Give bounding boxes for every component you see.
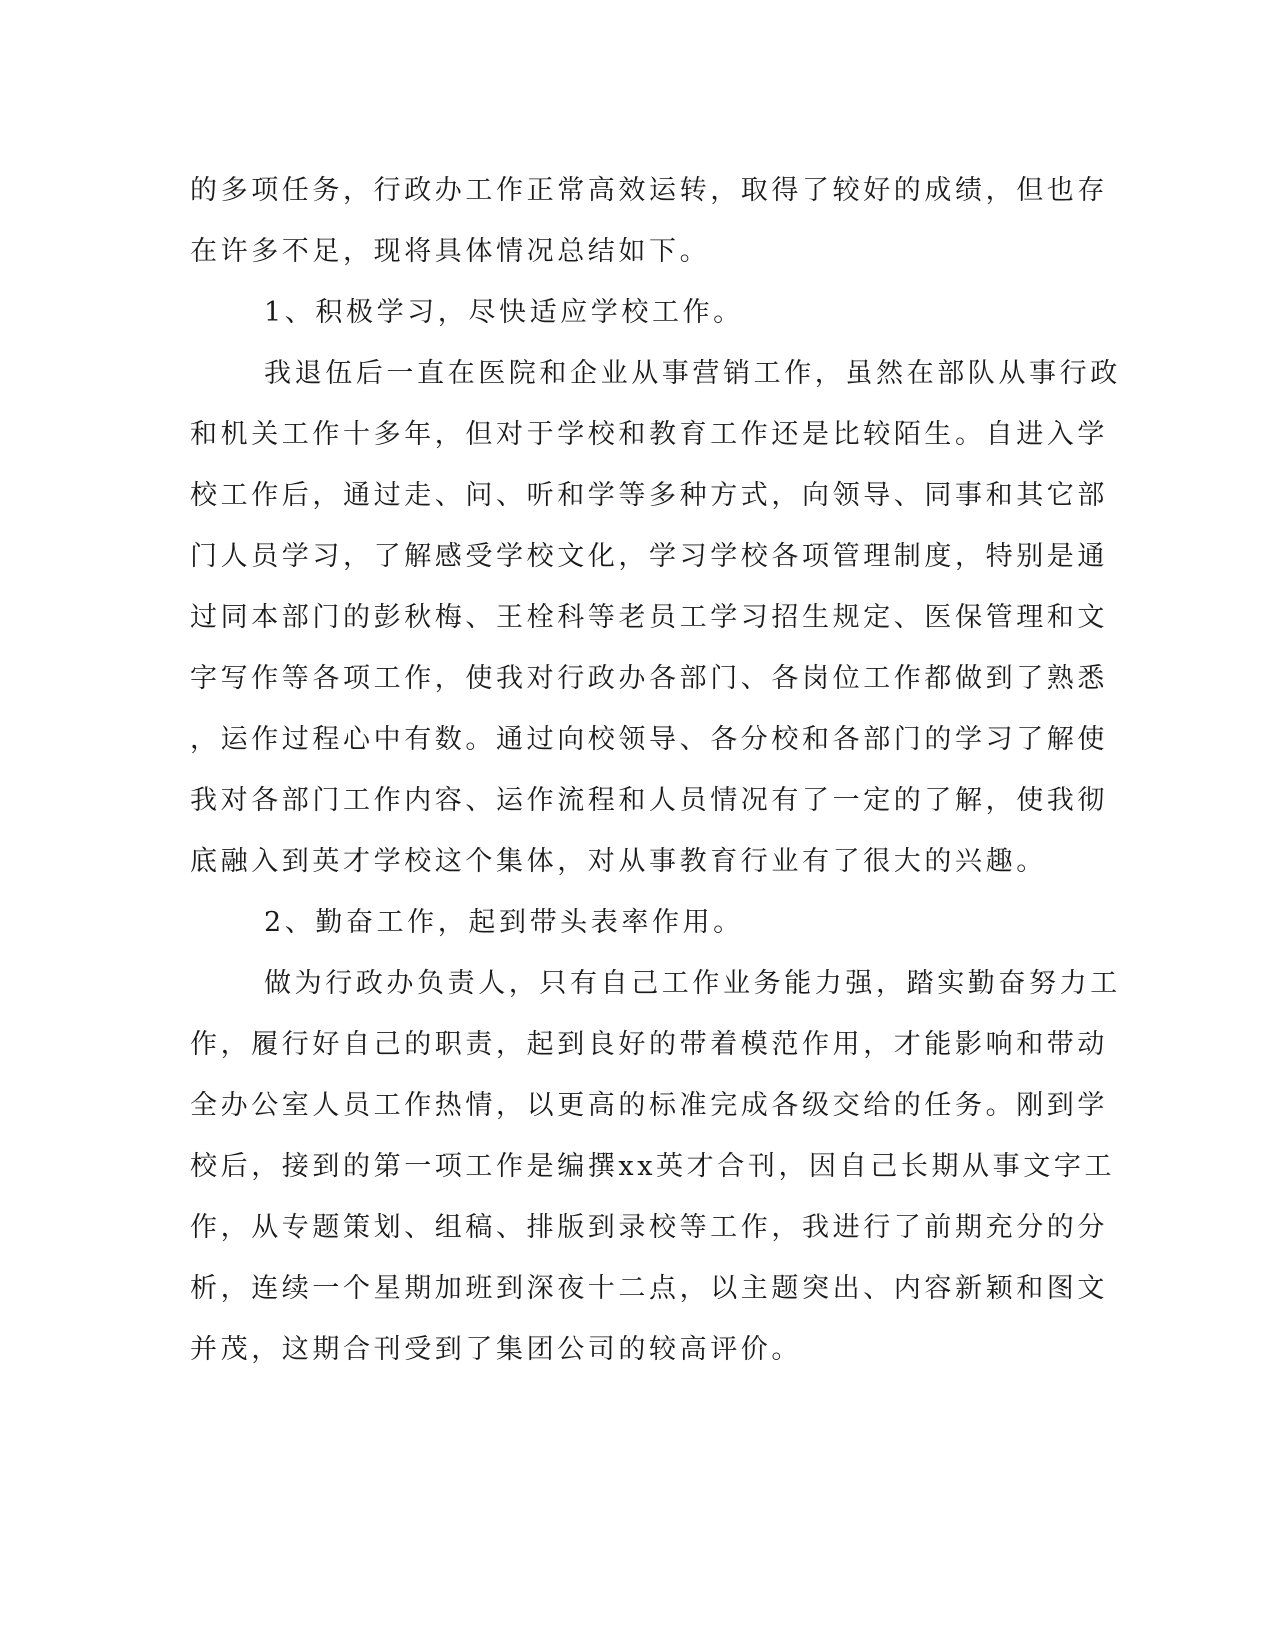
text-line: 作，履行好自己的职责，起到良好的带着模范作用，才能影响和带动 <box>190 1029 1108 1060</box>
text-line: 过同本部门的彭秋梅、王栓科等老员工学习招生规定、医保管理和文 <box>190 602 1108 633</box>
text-line: 和机关工作十多年，但对于学校和教育工作还是比较陌生。自进入学 <box>190 419 1108 450</box>
text-line: ，运作过程心中有数。通过向校领导、各分校和各部门的学习了解使 <box>190 724 1108 755</box>
section-heading: 2、勤奋工作，起到带头表率作用。 <box>264 907 744 938</box>
text-line: 做为行政办负责人，只有自己工作业务能力强，踏实勤奋努力工 <box>264 968 1121 999</box>
text-line: 全办公室人员工作热情，以更高的标准完成各级交给的任务。刚到学 <box>190 1090 1108 1121</box>
text-line: 析，连续一个星期加班到深夜十二点，以主题突出、内容新颖和图文 <box>190 1273 1108 1304</box>
text-line: 我对各部门工作内容、运作流程和人员情况有了一定的了解，使我彻 <box>190 785 1108 816</box>
text-line: 底融入到英才学校这个集体，对从事教育行业有了很大的兴趣。 <box>190 846 1047 877</box>
text-line: 我退伍后一直在医院和企业从事营销工作，虽然在部队从事行政 <box>264 358 1121 389</box>
document-body <box>190 160 1121 1380</box>
text-line: 作，从专题策划、组稿、排版到录校等工作，我进行了前期充分的分 <box>190 1212 1108 1243</box>
section-heading: 1、积极学习，尽快适应学校工作。 <box>264 297 744 328</box>
text-line: 在许多不足，现将具体情况总结如下。 <box>190 236 711 267</box>
text-line: 门人员学习，了解感受学校文化，学习学校各项管理制度，特别是通 <box>190 541 1108 572</box>
text-line: 校工作后，通过走、问、听和学等多种方式，向领导、同事和其它部 <box>190 480 1108 511</box>
text-line: 校后，接到的第一项工作是编撰xx英才合刊，因自己长期从事文字工 <box>190 1151 1116 1182</box>
text-line: 字写作等各项工作，使我对行政办各部门、各岗位工作都做到了熟悉 <box>190 663 1108 694</box>
text-line: 的多项任务，行政办工作正常高效运转，取得了较好的成绩，但也存 <box>190 175 1108 206</box>
text-line: 并茂，这期合刊受到了集团公司的较高评价。 <box>190 1334 802 1365</box>
